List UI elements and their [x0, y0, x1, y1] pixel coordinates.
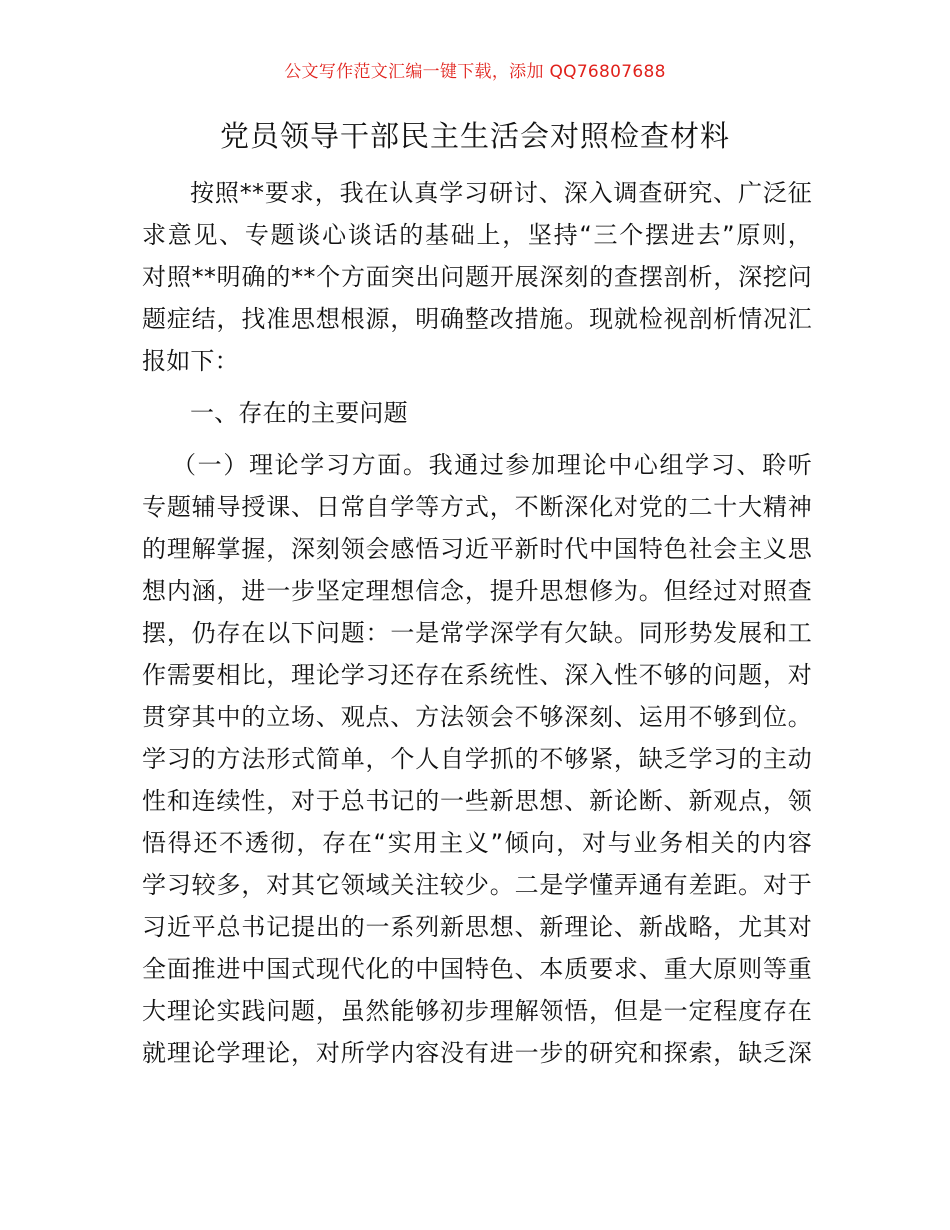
intro-line: 对照**明确的**个方面突出问题开展深刻的查摆剖析，深挖问	[142, 263, 812, 291]
section1-line: 想内涵，进一步坚定理想信念，提升思想修为。但经过对照查	[142, 577, 812, 605]
section1-line: （一）理论学习方面。我通过参加理论中心组学习、聆听	[172, 451, 812, 479]
document-title: 党员领导干部民主生活会对照检查材料	[219, 119, 730, 153]
section1-line: 性和连续性，对于总书记的一些新思想、新论断、新观点，领	[142, 787, 812, 815]
download-notice: 公文写作范文汇编一键下载，添加 QQ76807688	[284, 62, 666, 82]
intro-line: 求意见、专题谈心谈话的基础上，坚持“三个摆进去”原则，	[142, 221, 812, 249]
section1-line: 摆，仍存在以下问题：一是常学深学有欠缺。同形势发展和工	[142, 619, 812, 647]
section-heading: 一、存在的主要问题	[190, 399, 408, 427]
section1-line: 的理解掌握，深刻领会感悟习近平新时代中国特色社会主义思	[142, 535, 812, 563]
section1-line: 大理论实践问题，虽然能够初步理解领悟，但是一定程度存在	[142, 997, 812, 1025]
section1-line: 就理论学理论，对所学内容没有进一步的研究和探索，缺乏深	[142, 1039, 812, 1067]
section1-line: 学习的方法形式简单，个人自学抓的不够紧，缺乏学习的主动	[142, 745, 812, 773]
section1-line: 悟得还不透彻，存在“实用主义”倾向，对与业务相关的内容	[142, 829, 812, 857]
section1-line: 贯穿其中的立场、观点、方法领会不够深刻、运用不够到位。	[142, 703, 812, 731]
section1-line: 专题辅导授课、日常自学等方式，不断深化对党的二十大精神	[142, 493, 812, 521]
intro-line: 按照**要求，我在认真学习研讨、深入调查研究、广泛征	[190, 179, 812, 207]
section1-line: 作需要相比，理论学习还存在系统性、深入性不够的问题，对	[142, 661, 812, 689]
intro-line: 报如下：	[142, 347, 239, 375]
section1-line: 学习较多，对其它领域关注较少。二是学懂弄通有差距。对于	[142, 871, 812, 899]
section1-line: 全面推进中国式现代化的中国特色、本质要求、重大原则等重	[142, 955, 812, 983]
intro-line: 题症结，找准思想根源，明确整改措施。现就检视剖析情况汇	[142, 305, 812, 333]
section1-line: 习近平总书记提出的一系列新思想、新理论、新战略，尤其对	[142, 913, 812, 941]
document-body	[142, 172, 812, 1074]
